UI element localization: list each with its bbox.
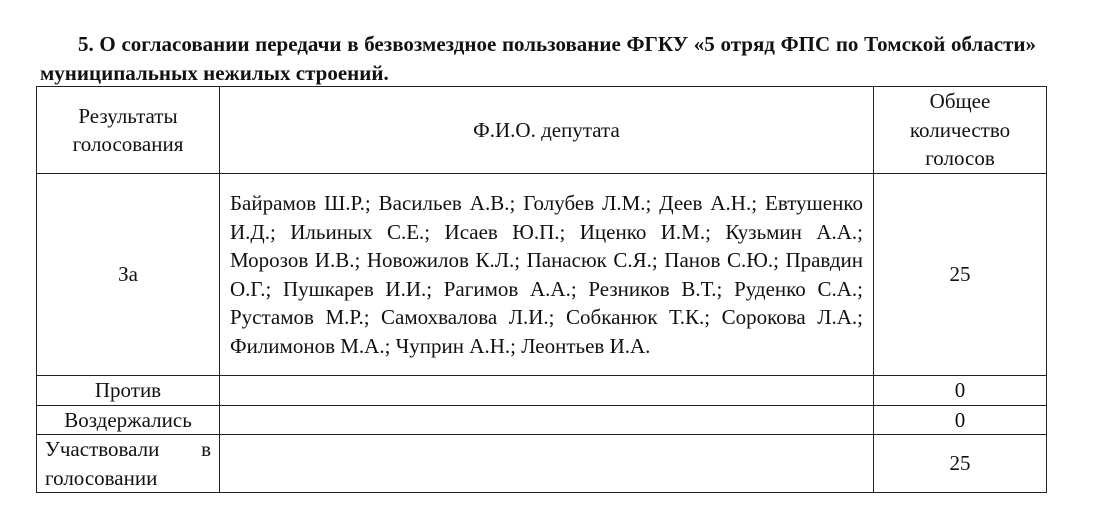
votes-against-count: 0 xyxy=(874,376,1047,406)
table-row-abstained xyxy=(37,405,1047,435)
table-row-for xyxy=(37,174,1047,376)
deputies-abstained-list xyxy=(220,405,874,435)
table-header-row xyxy=(37,87,1047,174)
header-voting-results: Результаты голосования xyxy=(37,87,220,174)
deputies-for-list: Байрамов Ш.Р.; Васильев А.В.; Голубев Л.М.; Деев А.Н.; Евтушенко И.Д.; Ильиных С.Е.; Исаев Ю.П.; Иценко И.М.; Кузьмин А.А.; Морозов И.В.; Новожилов К.Л.; Панасюк С.Я.; Панов С.Ю.; Правдин О.Г.; Пушкарев И.И.; Рагимов А.А.; Резников В.Т.; Руденко С.А.; Рустамов М.Р.; Самохвалова Л.И.; Собканюк Т.К.; Сорокова Л.А.; Филимонов М.А.; Чуприн А.Н.; Леонтьев И.А. xyxy=(220,174,874,376)
deputies-participated-list xyxy=(220,435,874,493)
header-total-votes: Общее количество голосов xyxy=(874,87,1047,174)
deputies-against-list xyxy=(220,376,874,406)
table-row-participated xyxy=(37,435,1047,493)
votes-abstained-count: 0 xyxy=(874,405,1047,435)
votes-for-count: 25 xyxy=(874,174,1047,376)
row-label-participated: Участвовали в голосовании xyxy=(37,435,220,493)
section-heading: 5. О согласовании передачи в безвозмездное пользование ФГКУ «5 отряд ФПС по Томской области» муниципальных нежилых строений. xyxy=(40,32,1036,85)
votes-participated-count: 25 xyxy=(874,435,1047,493)
voting-results-table xyxy=(36,86,1047,493)
header-deputy-names: Ф.И.О. депутата xyxy=(220,87,874,174)
row-label-abstained: Воздержались xyxy=(37,405,220,435)
row-label-against: Против xyxy=(37,376,220,406)
row-label-for: За xyxy=(37,174,220,376)
table-row-against xyxy=(37,376,1047,406)
